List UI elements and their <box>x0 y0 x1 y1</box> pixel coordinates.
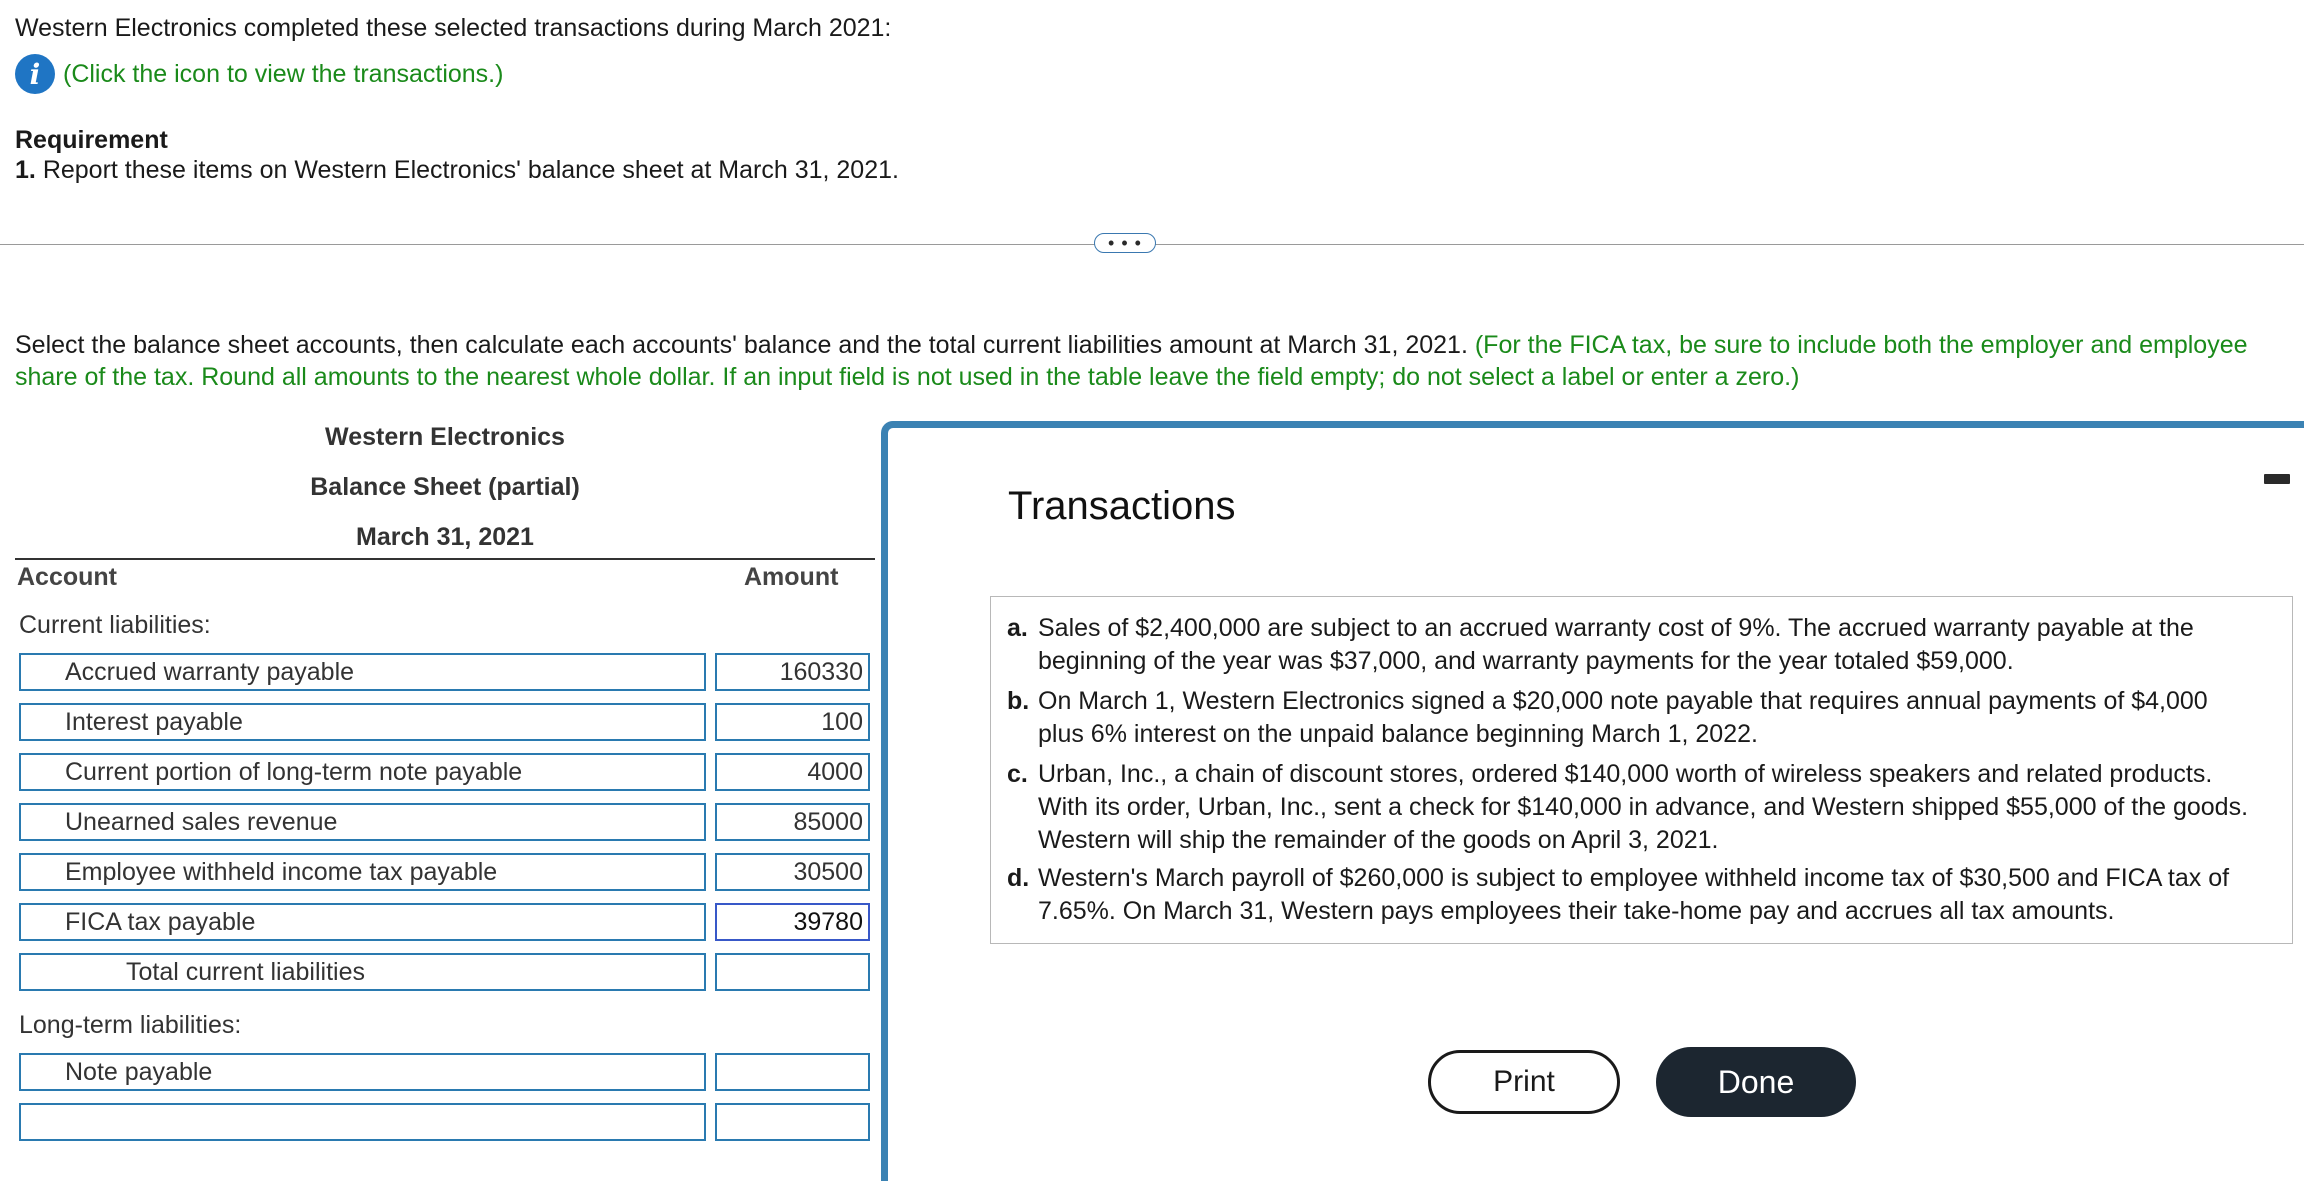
more-button[interactable]: • • • <box>1094 233 1156 253</box>
transaction-label: c. <box>1007 760 1028 788</box>
long-term-liabilities-label: Long-term liabilities: <box>19 1011 242 1039</box>
transaction-text: Western's March payroll of $260,000 is subject to employee withheld income tax of $30,500 and FICA tax of 7.65%. On March 31, Western pays employees their take-home pay and accrues all tax amounts. <box>1038 864 2230 925</box>
header-rule <box>15 558 875 560</box>
minimize-icon[interactable] <box>2264 474 2290 484</box>
transaction-item <box>1007 758 2257 857</box>
account-select[interactable] <box>19 1103 706 1141</box>
statement-title: Balance Sheet (partial) <box>310 473 580 501</box>
total-current-liabilities-label[interactable]: Total current liabilities <box>19 953 706 991</box>
requirement-description: Report these items on Western Electronics' balance sheet at March 31, 2021. <box>42 156 899 184</box>
amount-input[interactable] <box>715 1103 870 1141</box>
amount-input[interactable]: 85000 <box>715 803 870 841</box>
transaction-item <box>1007 862 2257 928</box>
transaction-text: Sales of $2,400,000 are subject to an accrued warranty cost of 9%. The accrued warranty payable at the beginning of the year was $37,000, and warranty payments for the year totaled $59,000. <box>1038 614 2194 675</box>
intro-text: Western Electronics completed these selected transactions during March 2021: <box>15 14 892 42</box>
info-row <box>15 54 503 94</box>
current-liabilities-label: Current liabilities: <box>19 611 211 639</box>
company-name: Western Electronics <box>325 423 565 451</box>
amount-input[interactable]: 4000 <box>715 753 870 791</box>
amount-input[interactable]: 160330 <box>715 653 870 691</box>
transaction-text: Urban, Inc., a chain of discount stores, ordered $140,000 worth of wireless speakers and related products. With its order, Urban, Inc., sent a check for $140,000 in advance, and Western shipped $55,000 of the goods. Western will ship the remainder of the goods on April 3, 2021. <box>1038 760 2249 854</box>
transaction-item <box>1007 685 2257 751</box>
amount-input[interactable] <box>715 1053 870 1091</box>
amount-input[interactable]: 39780 <box>715 903 870 941</box>
amount-input[interactable]: 30500 <box>715 853 870 891</box>
account-select[interactable]: Current portion of long-term note payable <box>19 753 706 791</box>
account-select[interactable]: Note payable <box>19 1053 706 1091</box>
requirement-number: 1. <box>15 156 36 184</box>
transaction-text: On March 1, Western Electronics signed a $20,000 note payable that requires annual payments of $4,000 plus 6% interest on the unpaid balance beginning March 1, 2022. <box>1038 687 2208 748</box>
print-button[interactable]: Print <box>1428 1050 1620 1114</box>
instructions-note: (For the FICA tax, be sure to include both the employer and employee share of the tax. Round all amounts to the nearest whole dollar. If an input field is not used in the table leave the field empty; do not select a label or enter a zero.) <box>15 331 2248 391</box>
account-select[interactable]: FICA tax payable <box>19 903 706 941</box>
account-select[interactable]: Unearned sales revenue <box>19 803 706 841</box>
transaction-label: a. <box>1007 614 1028 642</box>
info-icon[interactable]: i <box>15 54 55 94</box>
column-header-account: Account <box>17 563 117 591</box>
instructions <box>15 329 2265 393</box>
account-select[interactable]: Interest payable <box>19 703 706 741</box>
amount-input[interactable]: 100 <box>715 703 870 741</box>
requirement-title: Requirement <box>15 126 168 154</box>
view-transactions-link[interactable]: (Click the icon to view the transactions.) <box>63 59 504 88</box>
done-button[interactable]: Done <box>1656 1047 1856 1117</box>
total-current-liabilities-input[interactable] <box>715 953 870 991</box>
instructions-main: Select the balance sheet accounts, then calculate each accounts' balance and the total current liabilities amount at March 31, 2021. <box>15 331 1468 359</box>
transaction-label: d. <box>1007 864 1030 892</box>
modal-title: Transactions <box>1008 484 1236 528</box>
transaction-label: b. <box>1007 687 1030 715</box>
statement-date: March 31, 2021 <box>356 523 534 551</box>
transaction-item <box>1007 612 2257 678</box>
column-header-amount: Amount <box>744 563 839 591</box>
requirement-text <box>15 156 899 185</box>
account-select[interactable]: Employee withheld income tax payable <box>19 853 706 891</box>
account-select[interactable]: Accrued warranty payable <box>19 653 706 691</box>
